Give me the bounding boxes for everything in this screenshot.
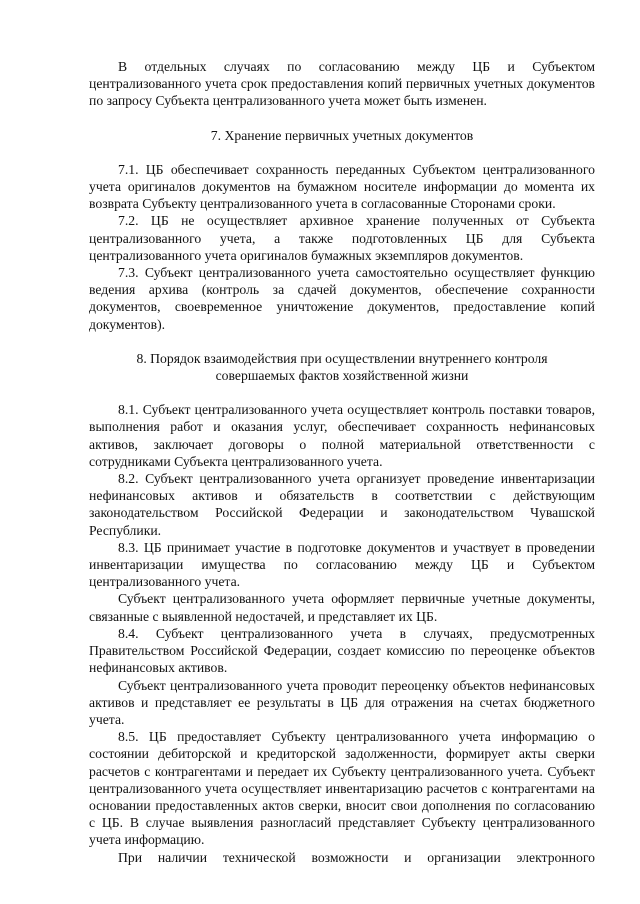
paragraph-last: При наличии технической возможности и организации электронного	[118, 849, 595, 865]
paragraph-8-1: 8.1. Субъект централизованного учета осуществляет контроль поставки товаров, выполнения работ и оказания услуг, обеспечивает сохранность нефинансовых активов, заключает договоры о полной материальной ответственности с сотрудниками Субъекта централизованного учета.	[89, 402, 595, 469]
section-8-title-line-2: совершаемых фактов хозяйственной жизни	[215, 368, 469, 384]
paragraph-7-2: 7.2. ЦБ не осуществляет архивное хранение полученных от Субъекта централизованного учета, а также подготовленных ЦБ для Субъекта централизованного учета оригиналов бумажных экземпляров документов.	[89, 213, 595, 263]
document-page	[89, 58, 595, 866]
section-8-title-line-1: 8. Порядок взаимодействия при осуществлении внутреннего контроля	[136, 350, 548, 366]
paragraph-8-5: 8.5. ЦБ предоставляет Субъекту централизованного учета информацию о состоянии дебиторской и кредиторской задолженности, формирует акты сверки расчетов с контрагентами и передает их Субъекту централизованного учета. Субъект централизованного учета осуществляет инвентаризацию расчетов с контрагентами на основании предоставленных актов сверки, вносит свои дополнения по согласованию с ЦБ. В случае выявления разногласий представляет Субъекту централизованного учета информацию.	[89, 729, 595, 848]
paragraph-8-4: 8.4. Субъект централизованного учета в случаях, предусмотренных Правительством Российской Федерации, создает комиссию по переоценке объектов нефинансовых активов.	[89, 625, 595, 676]
paragraph-7-1: 7.1. ЦБ обеспечивает сохранность переданных Субъектом централизованного учета оригиналов документов на бумажном носителе информации до момента их возврата Субъекту централизованного учета в согласованные Сторонами сроки.	[89, 161, 595, 212]
section-7-title: 7. Хранение первичных учетных документов	[210, 127, 474, 143]
paragraph-7-3: 7.3. Субъект централизованного учета самостоятельно осуществляет функцию ведения архива (контроль за сдачей документов, обеспечение сохранности документов, своевременное уничтожение документов, предоставление копий документов).	[89, 265, 595, 332]
paragraph-8-3: 8.3. ЦБ принимает участие в подготовке документов и участвует в проведении инвентаризации имущества по согласованию между ЦБ и Субъектом централизованного учета.	[89, 539, 595, 590]
paragraph-intro: В отдельных случаях по согласованию между ЦБ и Субъектом централизованного учета срок предоставления копий первичных учетных документов по запросу Субъекта централизованного учета может быть изменен.	[89, 59, 595, 109]
paragraph-8-3-continued: Субъект централизованного учета оформляет первичные учетные документы, связанные с выявленной недостачей, и представляет их ЦБ.	[89, 591, 595, 624]
paragraph-8-4-continued: Субъект централизованного учета проводит переоценку объектов нефинансовых активов и представляет ее результаты в ЦБ для отражения на счетах бюджетного учета.	[89, 677, 595, 727]
paragraph-8-2: 8.2. Субъект централизованного учета организует проведение инвентаризации нефинансовых активов и обязательств в соответствии с действующим законодательством Российской Федерации и законодательством Чувашской Республики.	[89, 471, 595, 538]
